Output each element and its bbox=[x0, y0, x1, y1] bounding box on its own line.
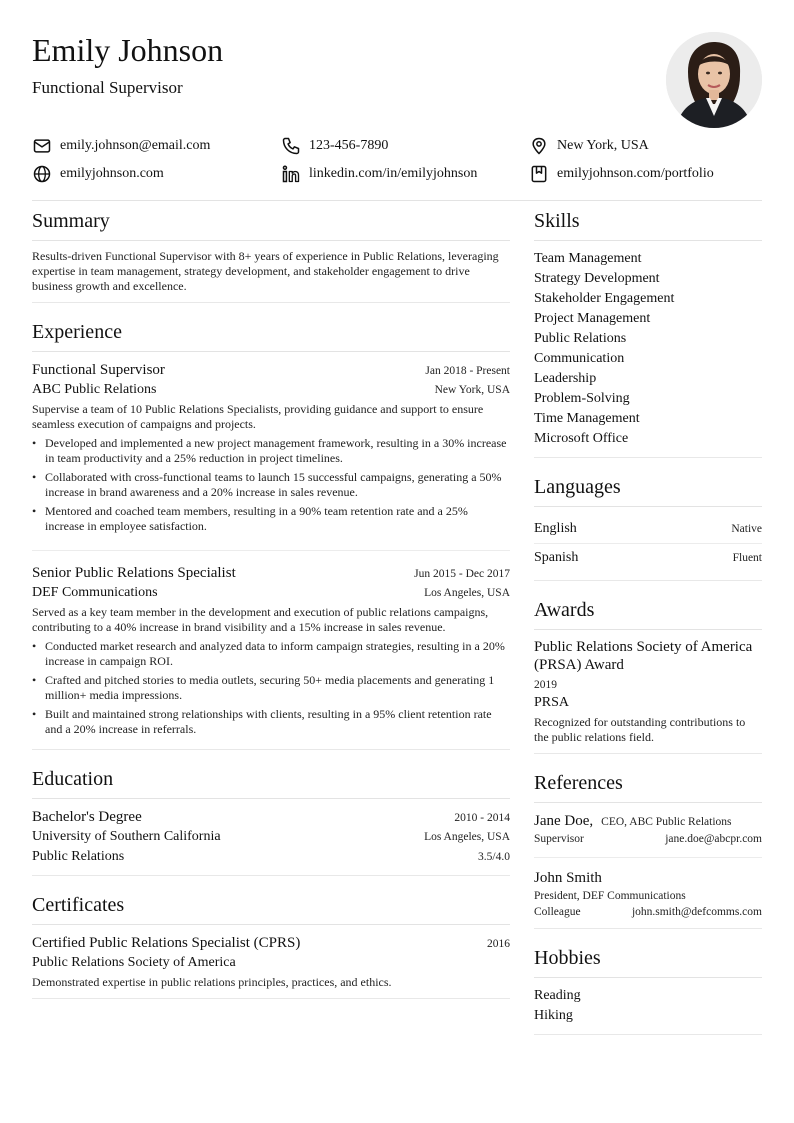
skill-item: Time Management bbox=[534, 411, 640, 426]
contact-phone[interactable] bbox=[281, 134, 388, 158]
skill-item: Leadership bbox=[534, 371, 597, 386]
certificates-heading: Certificates bbox=[32, 892, 510, 925]
award-description: Recognized for outstanding contributions to the public relations field. bbox=[534, 715, 746, 744]
job-location: New York, USA bbox=[434, 384, 510, 396]
skill-item: Microsoft Office bbox=[534, 431, 629, 446]
certificate-description: Demonstrated expertise in public relations principles, practices, and ethics. bbox=[32, 975, 392, 989]
linkedin-text: linkedin.com/in/emilyjohnson bbox=[309, 166, 478, 181]
field-of-study: Public Relations bbox=[32, 849, 125, 864]
job-description: Supervise a team of 10 Public Relations Specialists, providing guidance and support to ensure seamless execution of campaigns and projects. bbox=[32, 402, 484, 431]
gpa: 3.5/4.0 bbox=[478, 851, 510, 863]
achievement-item: • Developed and implemented a new project management framework, resulting in a 30% increase in team productivity and a 25% reduction in project timelines. bbox=[32, 436, 510, 466]
reference-relation: Colleague bbox=[534, 906, 581, 918]
skills-section bbox=[534, 208, 762, 458]
job-location: Los Angeles, USA bbox=[424, 587, 510, 599]
references-section bbox=[534, 770, 762, 929]
hobbies-heading: Hobbies bbox=[534, 945, 762, 978]
reference-entry bbox=[534, 811, 762, 858]
skill-item: Team Management bbox=[534, 251, 642, 266]
profile-photo-illustration bbox=[666, 32, 762, 128]
reference-name: John Smith bbox=[534, 870, 602, 886]
linkedin-icon bbox=[281, 164, 301, 184]
reference-position: President, DEF Communications bbox=[534, 890, 686, 902]
achievement-item: • Collaborated with cross-functional teams to launch 15 successful campaigns, generating a 50% increase in brand awareness and a 20% increase in sales revenue. bbox=[32, 470, 510, 500]
language-row bbox=[534, 515, 762, 544]
phone-icon bbox=[281, 136, 301, 156]
summary-section bbox=[32, 208, 510, 303]
globe-icon bbox=[32, 164, 52, 184]
language-name: English bbox=[534, 521, 577, 536]
reference-name: Jane Doe, bbox=[534, 813, 594, 829]
main-column bbox=[32, 208, 510, 1015]
skill-item: Project Management bbox=[534, 311, 651, 326]
achievement-item: • Crafted and pitched stories to media outlets, securing 50+ media placements and generating 1 million+ media impressions. bbox=[32, 673, 510, 703]
location-text: New York, USA bbox=[557, 138, 649, 153]
job-role: Functional Supervisor bbox=[32, 362, 165, 378]
skill-item: Public Relations bbox=[534, 331, 627, 346]
awards-heading: Awards bbox=[534, 597, 762, 630]
job-company: DEF Communications bbox=[32, 585, 158, 600]
achievement-item: • Mentored and coached team members, resulting in a 90% team retention rate and a 25% increase in employee satisfaction. bbox=[32, 504, 510, 534]
job-company: ABC Public Relations bbox=[32, 382, 157, 397]
awards-section bbox=[534, 597, 762, 754]
portfolio-icon bbox=[529, 164, 549, 184]
skill-item: Problem-Solving bbox=[534, 391, 630, 406]
website-text: emilyjohnson.com bbox=[60, 166, 164, 181]
hobbies-section bbox=[534, 945, 762, 1035]
education-section bbox=[32, 766, 510, 876]
school: University of Southern California bbox=[32, 829, 221, 844]
skill-item: Communication bbox=[534, 351, 625, 366]
reference-email[interactable]: jane.doe@abcpr.com bbox=[665, 833, 762, 845]
award-organization: PRSA bbox=[534, 695, 570, 710]
candidate-title: Functional Supervisor bbox=[32, 78, 183, 97]
summary-text: Results-driven Functional Supervisor with 8+ years of experience in Public Relations, leveraging expertise in team management, strategy development, and stakeholder engagement to drive business growth and excellence. bbox=[32, 249, 499, 293]
award-year: 2019 bbox=[534, 679, 557, 691]
job-description: Served as a key team member in the development and execution of public relations campaigns, contributing to a 40% increase in brand visibility and a 15% increase in sales revenue. bbox=[32, 605, 489, 634]
achievement-item: • Conducted market research and analyzed data to inform campaign strategies, resulting in a 20% increase in campaign ROI. bbox=[32, 639, 510, 669]
mail-icon bbox=[32, 136, 52, 156]
job-dates: Jun 2015 - Dec 2017 bbox=[414, 568, 510, 580]
phone-text: 123-456-7890 bbox=[309, 138, 389, 153]
job-entry bbox=[32, 563, 510, 737]
reference-email[interactable]: john.smith@defcomms.com bbox=[631, 906, 762, 918]
profile-photo bbox=[666, 32, 762, 128]
portfolio-text: emilyjohnson.com/portfolio bbox=[557, 166, 714, 181]
contact-email[interactable] bbox=[32, 134, 210, 158]
achievement-item: • Built and maintained strong relationships with clients, resulting in a 95% client retention rate and a 20% increase in referrals. bbox=[32, 707, 510, 737]
award-name: Public Relations Society of America (PRSA) Award bbox=[534, 639, 753, 673]
experience-section bbox=[32, 319, 510, 750]
hobby-item: Hiking bbox=[534, 1008, 573, 1023]
skill-item: Strategy Development bbox=[534, 271, 660, 286]
reference-entry bbox=[534, 868, 762, 920]
contact-portfolio[interactable] bbox=[529, 162, 714, 186]
job-achievements bbox=[32, 639, 510, 737]
location-pin-icon bbox=[529, 136, 549, 156]
reference-position: CEO, ABC Public Relations bbox=[601, 816, 732, 828]
resume-header bbox=[32, 32, 762, 128]
experience-heading: Experience bbox=[32, 319, 510, 352]
candidate-name: Emily Johnson bbox=[32, 32, 224, 68]
languages-heading: Languages bbox=[534, 474, 762, 507]
certificate-name: Certified Public Relations Specialist (CPRS) bbox=[32, 935, 301, 951]
references-heading: References bbox=[534, 770, 762, 803]
degree: Bachelor's Degree bbox=[32, 809, 142, 825]
reference-relation: Supervisor bbox=[534, 833, 584, 845]
language-level: Fluent bbox=[732, 552, 762, 564]
skills-heading: Skills bbox=[534, 208, 762, 241]
languages-section bbox=[534, 474, 762, 581]
contact-location bbox=[529, 134, 649, 158]
email-text: emily.johnson@email.com bbox=[60, 138, 211, 153]
summary-heading: Summary bbox=[32, 208, 510, 241]
certificates-section bbox=[32, 892, 510, 999]
language-name: Spanish bbox=[534, 550, 579, 565]
job-role: Senior Public Relations Specialist bbox=[32, 565, 236, 581]
skill-item: Stakeholder Engagement bbox=[534, 291, 675, 306]
certificate-year: 2016 bbox=[487, 938, 510, 950]
job-dates: Jan 2018 - Present bbox=[425, 365, 510, 377]
education-heading: Education bbox=[32, 766, 510, 799]
job-achievements bbox=[32, 436, 510, 534]
job-entry bbox=[32, 360, 510, 551]
hobby-item: Reading bbox=[534, 988, 581, 1003]
language-row bbox=[534, 544, 762, 572]
education-dates: 2010 - 2014 bbox=[454, 812, 510, 824]
certificate-issuer: Public Relations Society of America bbox=[32, 955, 236, 970]
language-level: Native bbox=[731, 523, 762, 535]
contact-website[interactable] bbox=[32, 162, 164, 186]
sidebar-column bbox=[534, 208, 762, 1051]
contact-linkedin[interactable] bbox=[281, 162, 477, 186]
header-divider bbox=[32, 200, 762, 201]
school-location: Los Angeles, USA bbox=[424, 831, 510, 843]
